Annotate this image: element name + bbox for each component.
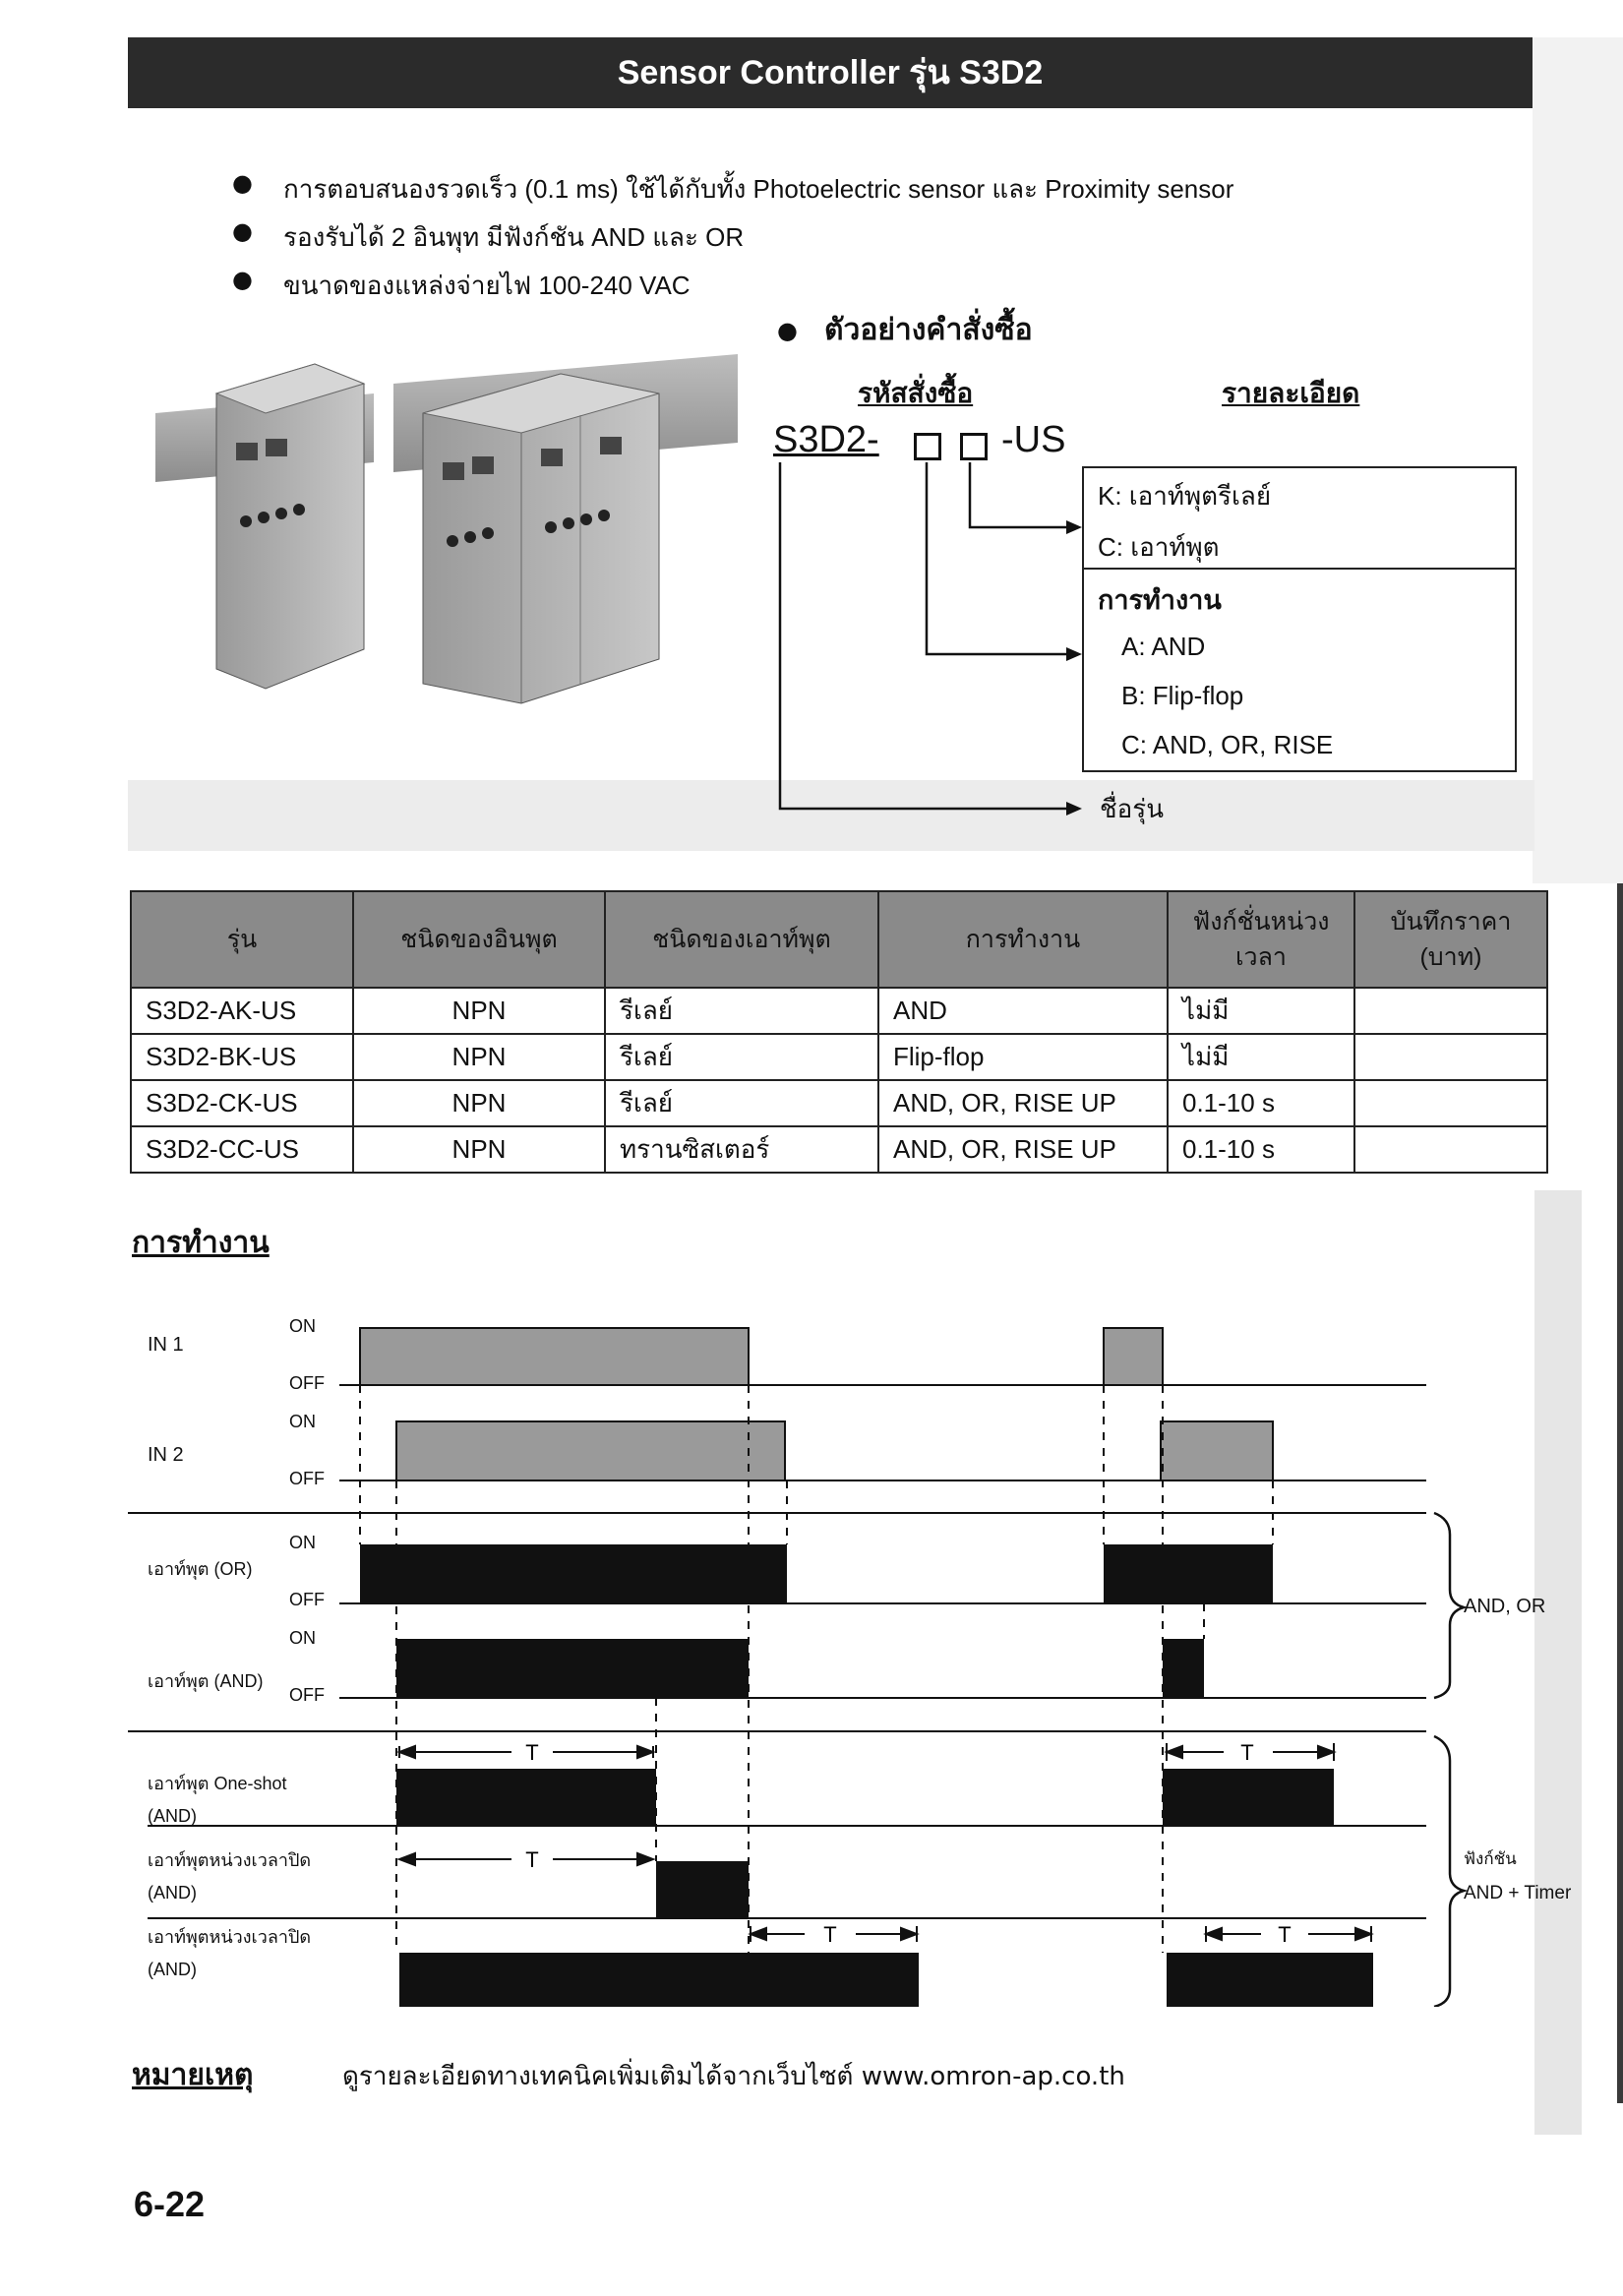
bullet-icon: ● [777,317,798,344]
output-option: C: เอาท์พุต [1098,532,1220,562]
price-cell [1354,988,1547,1034]
column-header: ชนิดของเอาท์พุต [605,891,878,988]
timer-cell: ไม่มี [1168,1034,1354,1080]
operation-title: การทำงาน [1098,585,1222,616]
note-label: หมายเหตุ [132,2058,254,2092]
price-cell [1354,1126,1547,1173]
timing-row-label: เอาท์พุต One-shot [148,1774,287,1793]
output-type-cell: ทรานซิสเตอร์ [605,1126,878,1173]
price-cell [1354,1080,1547,1126]
feature-item: รองรับได้ 2 อินพุท มีฟังก์ชัน AND และ OR [283,222,745,252]
timing-chart [0,1299,1623,2007]
order-code-connectors [767,462,1102,826]
table-header-row [131,891,1547,988]
off-label: OFF [289,1373,325,1393]
code-prefix: S3D2- [773,419,879,460]
model-cell: S3D2-CK-US [131,1080,353,1126]
operation-option: B: Flip-flop [1121,681,1244,710]
t-label: T [525,1847,539,1872]
timing-section-title: การทำงาน [132,1226,270,1260]
on-label: ON [289,1628,316,1648]
timing-row-label: เอาท์พุตหน่วงเวลาปิด [148,1927,312,1947]
feature-item: ขนาดของแหล่งจ่ายไฟ 100-240 VAC [283,271,691,300]
on-label: ON [289,1316,316,1336]
timing-row-label: IN 1 [148,1334,184,1356]
page-number: 6-22 [134,2184,206,2224]
t-label: T [823,1922,837,1947]
operation-cell: AND, OR, RISE UP [878,1126,1168,1173]
output-type-cell: รีเลย์ [605,1034,878,1080]
table-row [131,1126,1547,1173]
brace-label: ฟังก์ชัน [1464,1849,1517,1868]
table-row [131,1034,1547,1080]
on-label: ON [289,1412,316,1431]
input-type-cell: NPN [353,1034,605,1080]
note-text: ดูรายละเอียดทางเทคนิคเพิ่มเติมได้จากเว็บไซต์ www.omron-ap.co.th [342,2062,1125,2091]
column-header: ฟังก์ชั่นหน่วง เวลา [1168,891,1354,988]
model-cell: S3D2-CC-US [131,1126,353,1173]
order-heading: ตัวอย่างคำสั่งซื้อ [824,313,1033,347]
page-title: Sensor Controller รุ่น S3D2 [617,54,1044,91]
model-table [130,890,1548,1174]
timing-row-label: (AND) [148,1806,197,1826]
timing-row-label: เอาท์พุต (OR) [148,1559,253,1579]
output-type-cell: รีเลย์ [605,988,878,1034]
timer-cell: ไม่มี [1168,988,1354,1034]
table-row [131,1080,1547,1126]
code-slot-box [960,433,988,460]
t-label: T [1240,1740,1254,1765]
brace-label: AND, OR [1464,1596,1546,1617]
bullet-icon: ● [232,217,253,245]
off-label: OFF [289,1685,325,1705]
code-slot-box [914,433,941,460]
timing-row-label: เอาท์พุตหน่วงเวลาปิด [148,1850,312,1870]
operation-cell: Flip-flop [878,1034,1168,1080]
timing-row-label: IN 2 [148,1444,184,1466]
t-label: T [525,1740,539,1765]
operation-option: C: AND, OR, RISE [1121,730,1334,759]
timing-row-label: (AND) [148,1883,197,1903]
model-cell: S3D2-AK-US [131,988,353,1034]
bullet-icon: ● [232,266,253,293]
price-cell [1354,1034,1547,1080]
model-cell: S3D2-BK-US [131,1034,353,1080]
model-name-label: ชื่อรุ่น [1100,794,1164,823]
off-label: OFF [289,1469,325,1488]
feature-item: การตอบสนองรวดเร็ว (0.1 ms) ใช้ได้กับทั้ง Photoelectric sensor และ Proximity sensor [283,174,1234,204]
output-type-cell: รีเลย์ [605,1080,878,1126]
t-label: T [1278,1922,1292,1947]
title-bar [128,37,1533,108]
column-header: ชนิดของอินพุต [353,891,605,988]
bullet-icon: ● [232,169,253,197]
timer-cell: 0.1-10 s [1168,1126,1354,1173]
timing-row-label: (AND) [148,1960,197,1979]
timing-row-label: เอาท์พุต (AND) [148,1671,264,1691]
column-header: บันทึกราคา (บาท) [1354,891,1547,988]
order-detail-label: รายละเอียด [1222,377,1360,409]
column-header: รุ่น [131,891,353,988]
order-code [773,419,879,461]
order-code-label: รหัสสั่งซื้อ [858,377,974,409]
on-label: ON [289,1533,316,1552]
scan-edge-strip [1533,37,1623,883]
operation-cell: AND, OR, RISE UP [878,1080,1168,1126]
code-suffix: -US [1001,419,1066,460]
timer-cell: 0.1-10 s [1168,1080,1354,1126]
output-option: K: เอาท์พุตรีเลย์ [1098,481,1272,511]
table-row [131,988,1547,1034]
input-type-cell: NPN [353,988,605,1034]
operation-option: A: AND [1121,632,1206,661]
product-photo [148,354,738,708]
input-type-cell: NPN [353,1126,605,1173]
input-type-cell: NPN [353,1080,605,1126]
off-label: OFF [289,1590,325,1609]
operation-cell: AND [878,988,1168,1034]
brace-label: AND + Timer [1464,1883,1572,1903]
column-header: การทำงาน [878,891,1168,988]
